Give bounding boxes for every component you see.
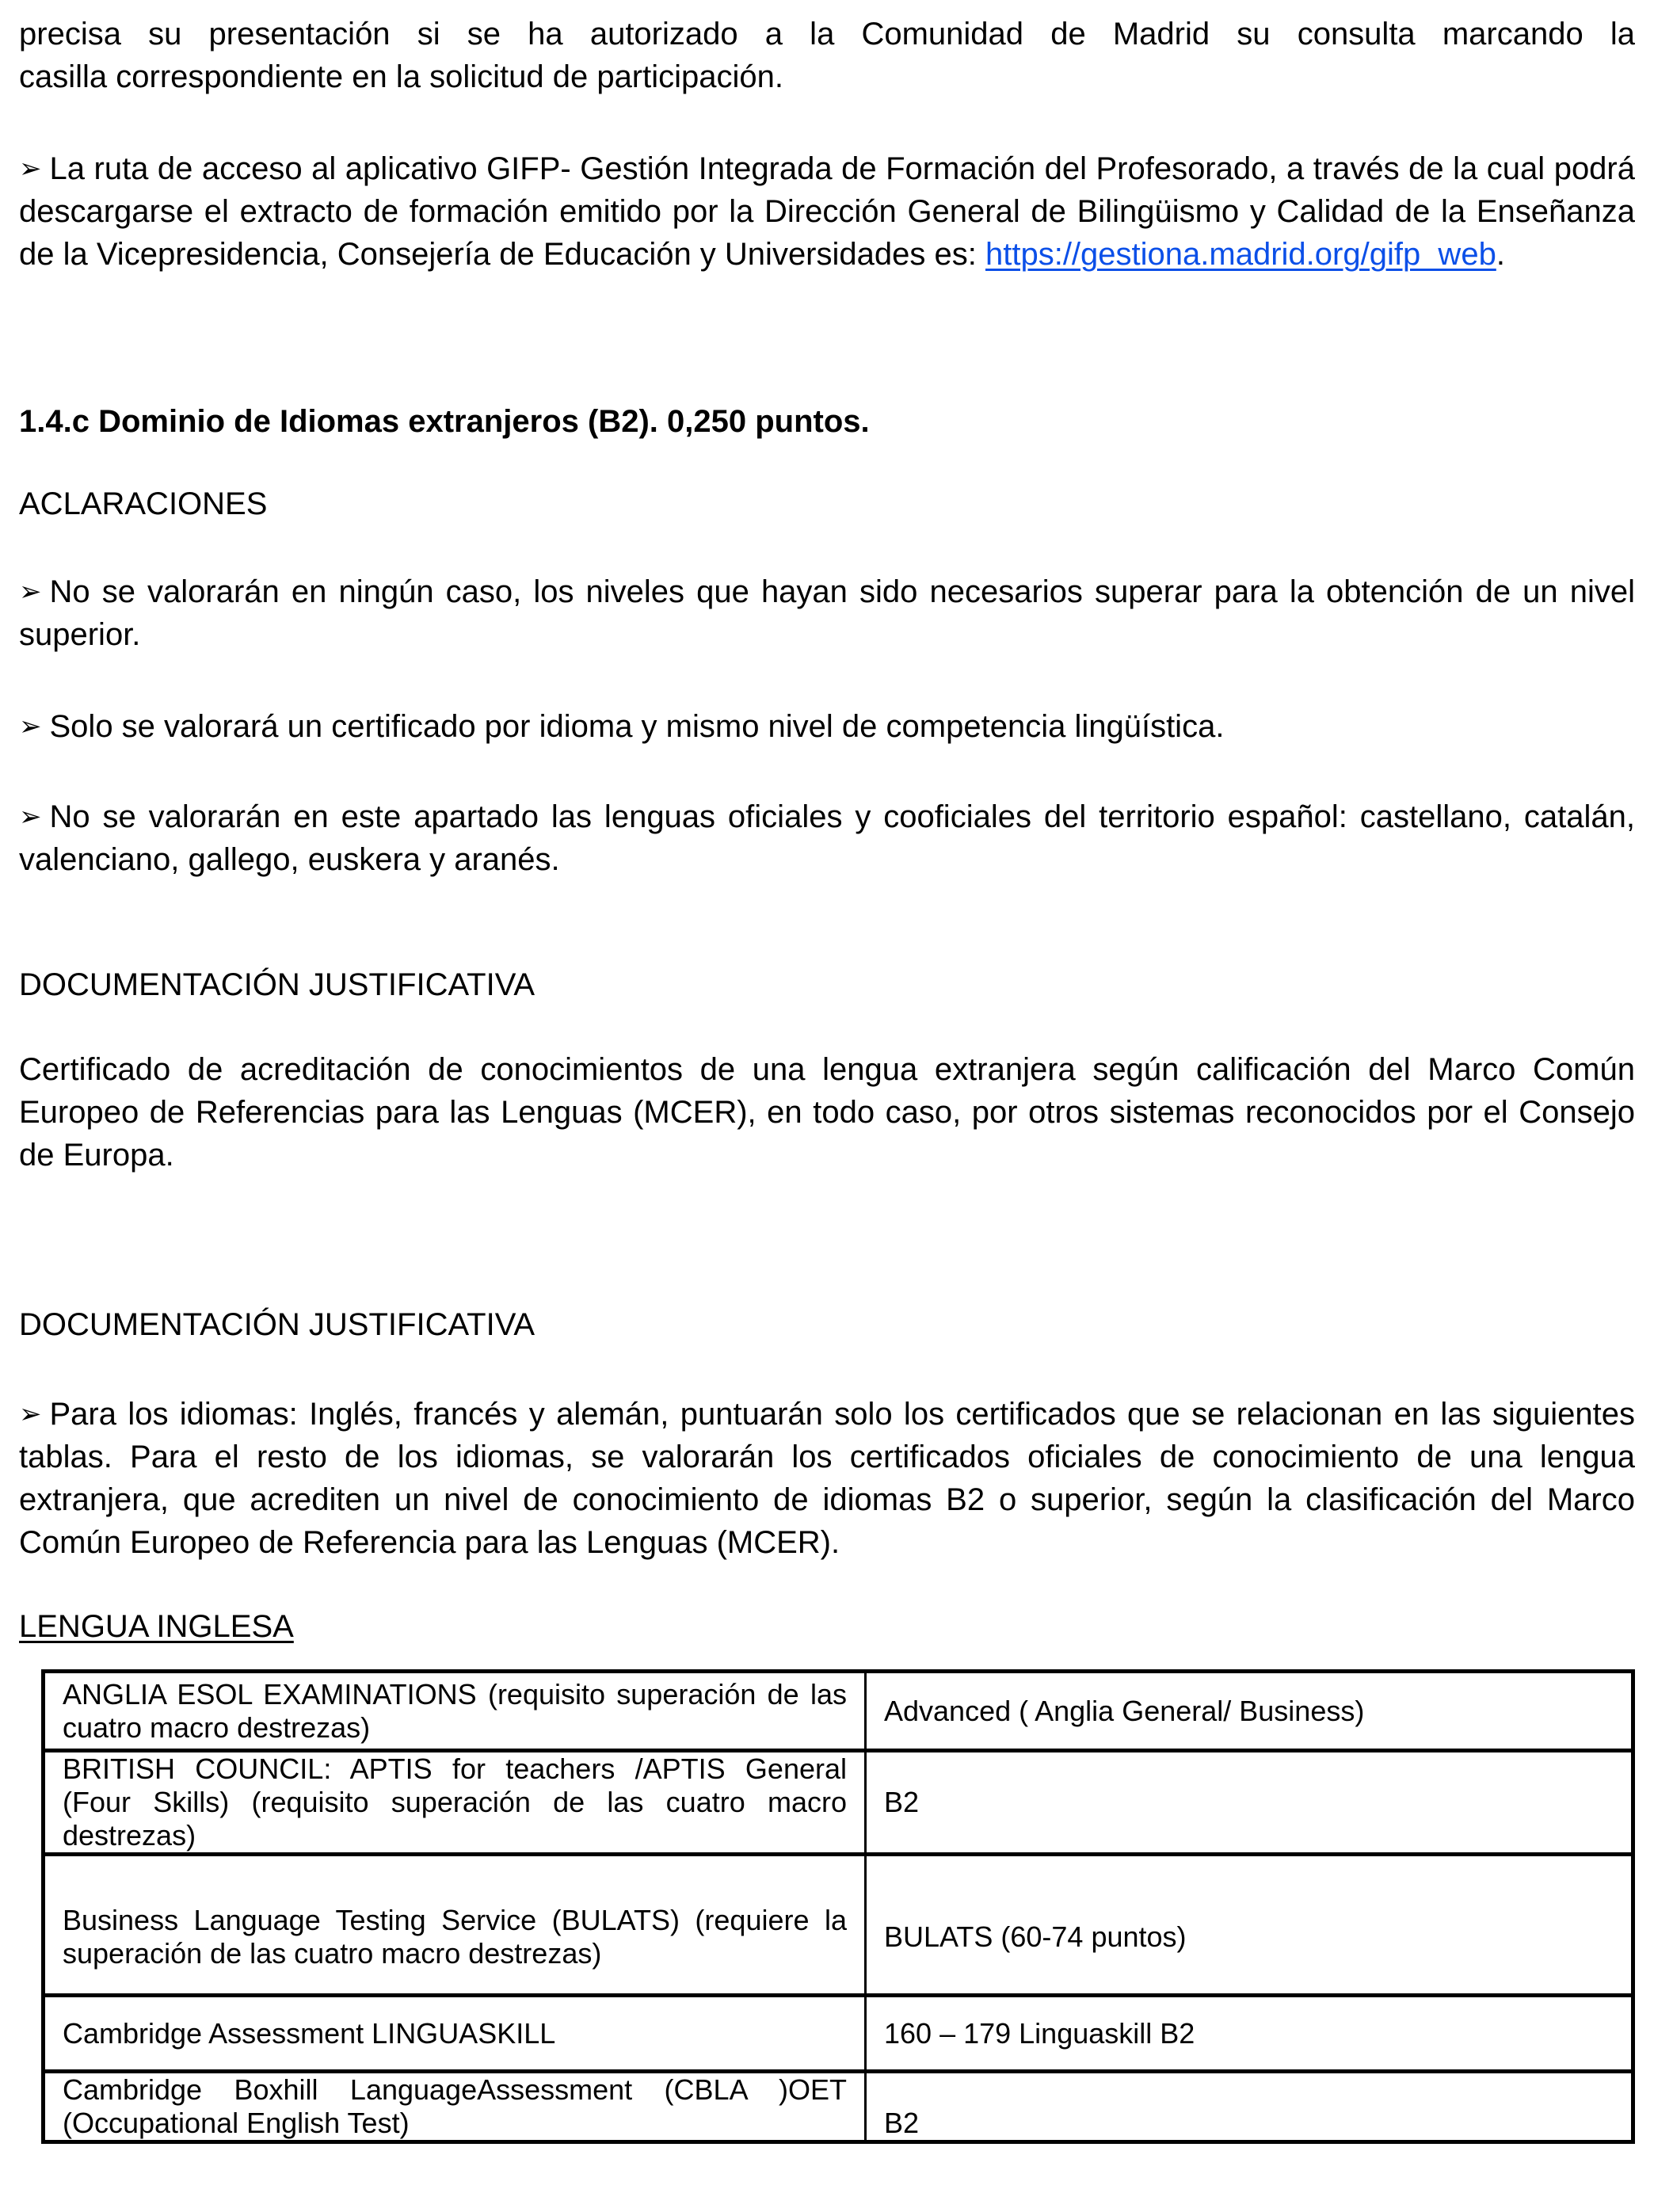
arrow-bullet-icon: ➢ [19, 711, 42, 742]
level-cell: 160 – 179 Linguaskill B2 [866, 1996, 1633, 2072]
section-heading: 1.4.c Dominio de Idiomas extranjeros (B2). 0,250 puntos. [19, 404, 870, 439]
table-row [44, 1672, 1633, 1751]
documentacion-bullet-text: Para los idiomas: Inglés, francés y alemán, puntuarán solo los certificados que se relacionan en las siguientes tablas. Para el resto de los idiomas, se valorarán los certificados oficiales de conocimiento de una lengua extranjera, que acrediten un nivel de conocimiento de idiomas B2 o superior, según la clasificación del Marco Común Europeo de Referencia para las Lenguas (MCER). [19, 1397, 1635, 1560]
documentacion-text-1: Certificado de acreditación de conocimientos de una lengua extranjera según calificación del Marco Común Europeo de Referencias para las Lenguas (MCER), en todo caso, por otros sistemas reconocidos por el Consejo de Europa. [19, 1052, 1635, 1173]
certificate-cell: Business Language Testing Service (BULATS) (requiere la superación de las cuatro macro destrezas) [44, 1855, 866, 1996]
certificate-cell: ANGLIA ESOL EXAMINATIONS (requisito superación de las cuatro macro destrezas) [44, 1672, 866, 1751]
aclaracion-bullet-3 [19, 795, 1635, 881]
paragraph-continuation [19, 13, 1635, 98]
arrow-bullet-icon: ➢ [19, 577, 42, 607]
aclaracion-bullet-1 [19, 570, 1635, 656]
aclaracion-text: Solo se valorará un certificado por idioma y mismo nivel de competencia lingüística. [49, 709, 1225, 744]
paragraph-line-1: precisa su presentación si se ha autorizado a la Comunidad de Madrid su consulta marcando la [19, 17, 1635, 51]
table-row [44, 1751, 1633, 1855]
table-row [44, 2072, 1633, 2142]
english-certificates-table [41, 1669, 1635, 2144]
documentacion-heading-1: DOCUMENTACIÓN JUSTIFICATIVA [19, 967, 535, 1002]
lengua-inglesa-heading: LENGUA INGLESA [19, 1609, 294, 1644]
documentacion-heading-2: DOCUMENTACIÓN JUSTIFICATIVA [19, 1307, 535, 1342]
table-row [44, 1996, 1633, 2072]
aclaracion-text: No se valorarán en este apartado las lenguas oficiales y cooficiales del territorio español: castellano, catalán, valenciano, gallego, euskera y aranés. [19, 799, 1635, 877]
aclaracion-text: No se valorarán en ningún caso, los niveles que hayan sido necesarios superar para la obtención de un nivel superior. [19, 574, 1635, 652]
certificate-cell: Cambridge Assessment LINGUASKILL [44, 1996, 866, 2072]
level-cell: B2 [866, 2072, 1633, 2142]
table-row [44, 1855, 1633, 1996]
arrow-bullet-icon: ➢ [19, 1399, 42, 1429]
aclaraciones-heading: ACLARACIONES [19, 486, 268, 521]
certificate-cell: BRITISH COUNCIL: APTIS for teachers /APTIS General (Four Skills) (requisito superación de las cuatro macro destrezas) [44, 1751, 866, 1855]
gifp-access-bullet [19, 147, 1635, 276]
gifp-web-link[interactable]: https://gestiona.madrid.org/gifp_web [985, 237, 1496, 272]
level-cell: BULATS (60-74 puntos) [866, 1855, 1633, 1996]
documentacion-bullet-2 [19, 1393, 1635, 1564]
arrow-bullet-icon: ➢ [19, 802, 42, 832]
paragraph-line-2: casilla correspondiente en la solicitud de participación. [19, 59, 783, 94]
level-cell: B2 [866, 1751, 1633, 1855]
aclaracion-bullet-2 [19, 705, 1635, 748]
gifp-bullet-text: La ruta de acceso al aplicativo GIFP- Gestión Integrada de Formación del Profesorado, a través de la cual podrá descargarse el extracto de formación emitido por la Dirección General de Bilingüismo y Calidad de la Enseñanza de la Vicepresidencia, Consejería de Educación y Universidades es: [19, 151, 1635, 272]
arrow-bullet-icon: ➢ [19, 154, 42, 184]
certificate-cell: Cambridge Boxhill LanguageAssessment (CBLA )OET (Occupational English Test) [44, 2072, 866, 2142]
gifp-link-trailing: . [1496, 237, 1505, 272]
level-cell: Advanced ( Anglia General/ Business) [866, 1672, 1633, 1751]
